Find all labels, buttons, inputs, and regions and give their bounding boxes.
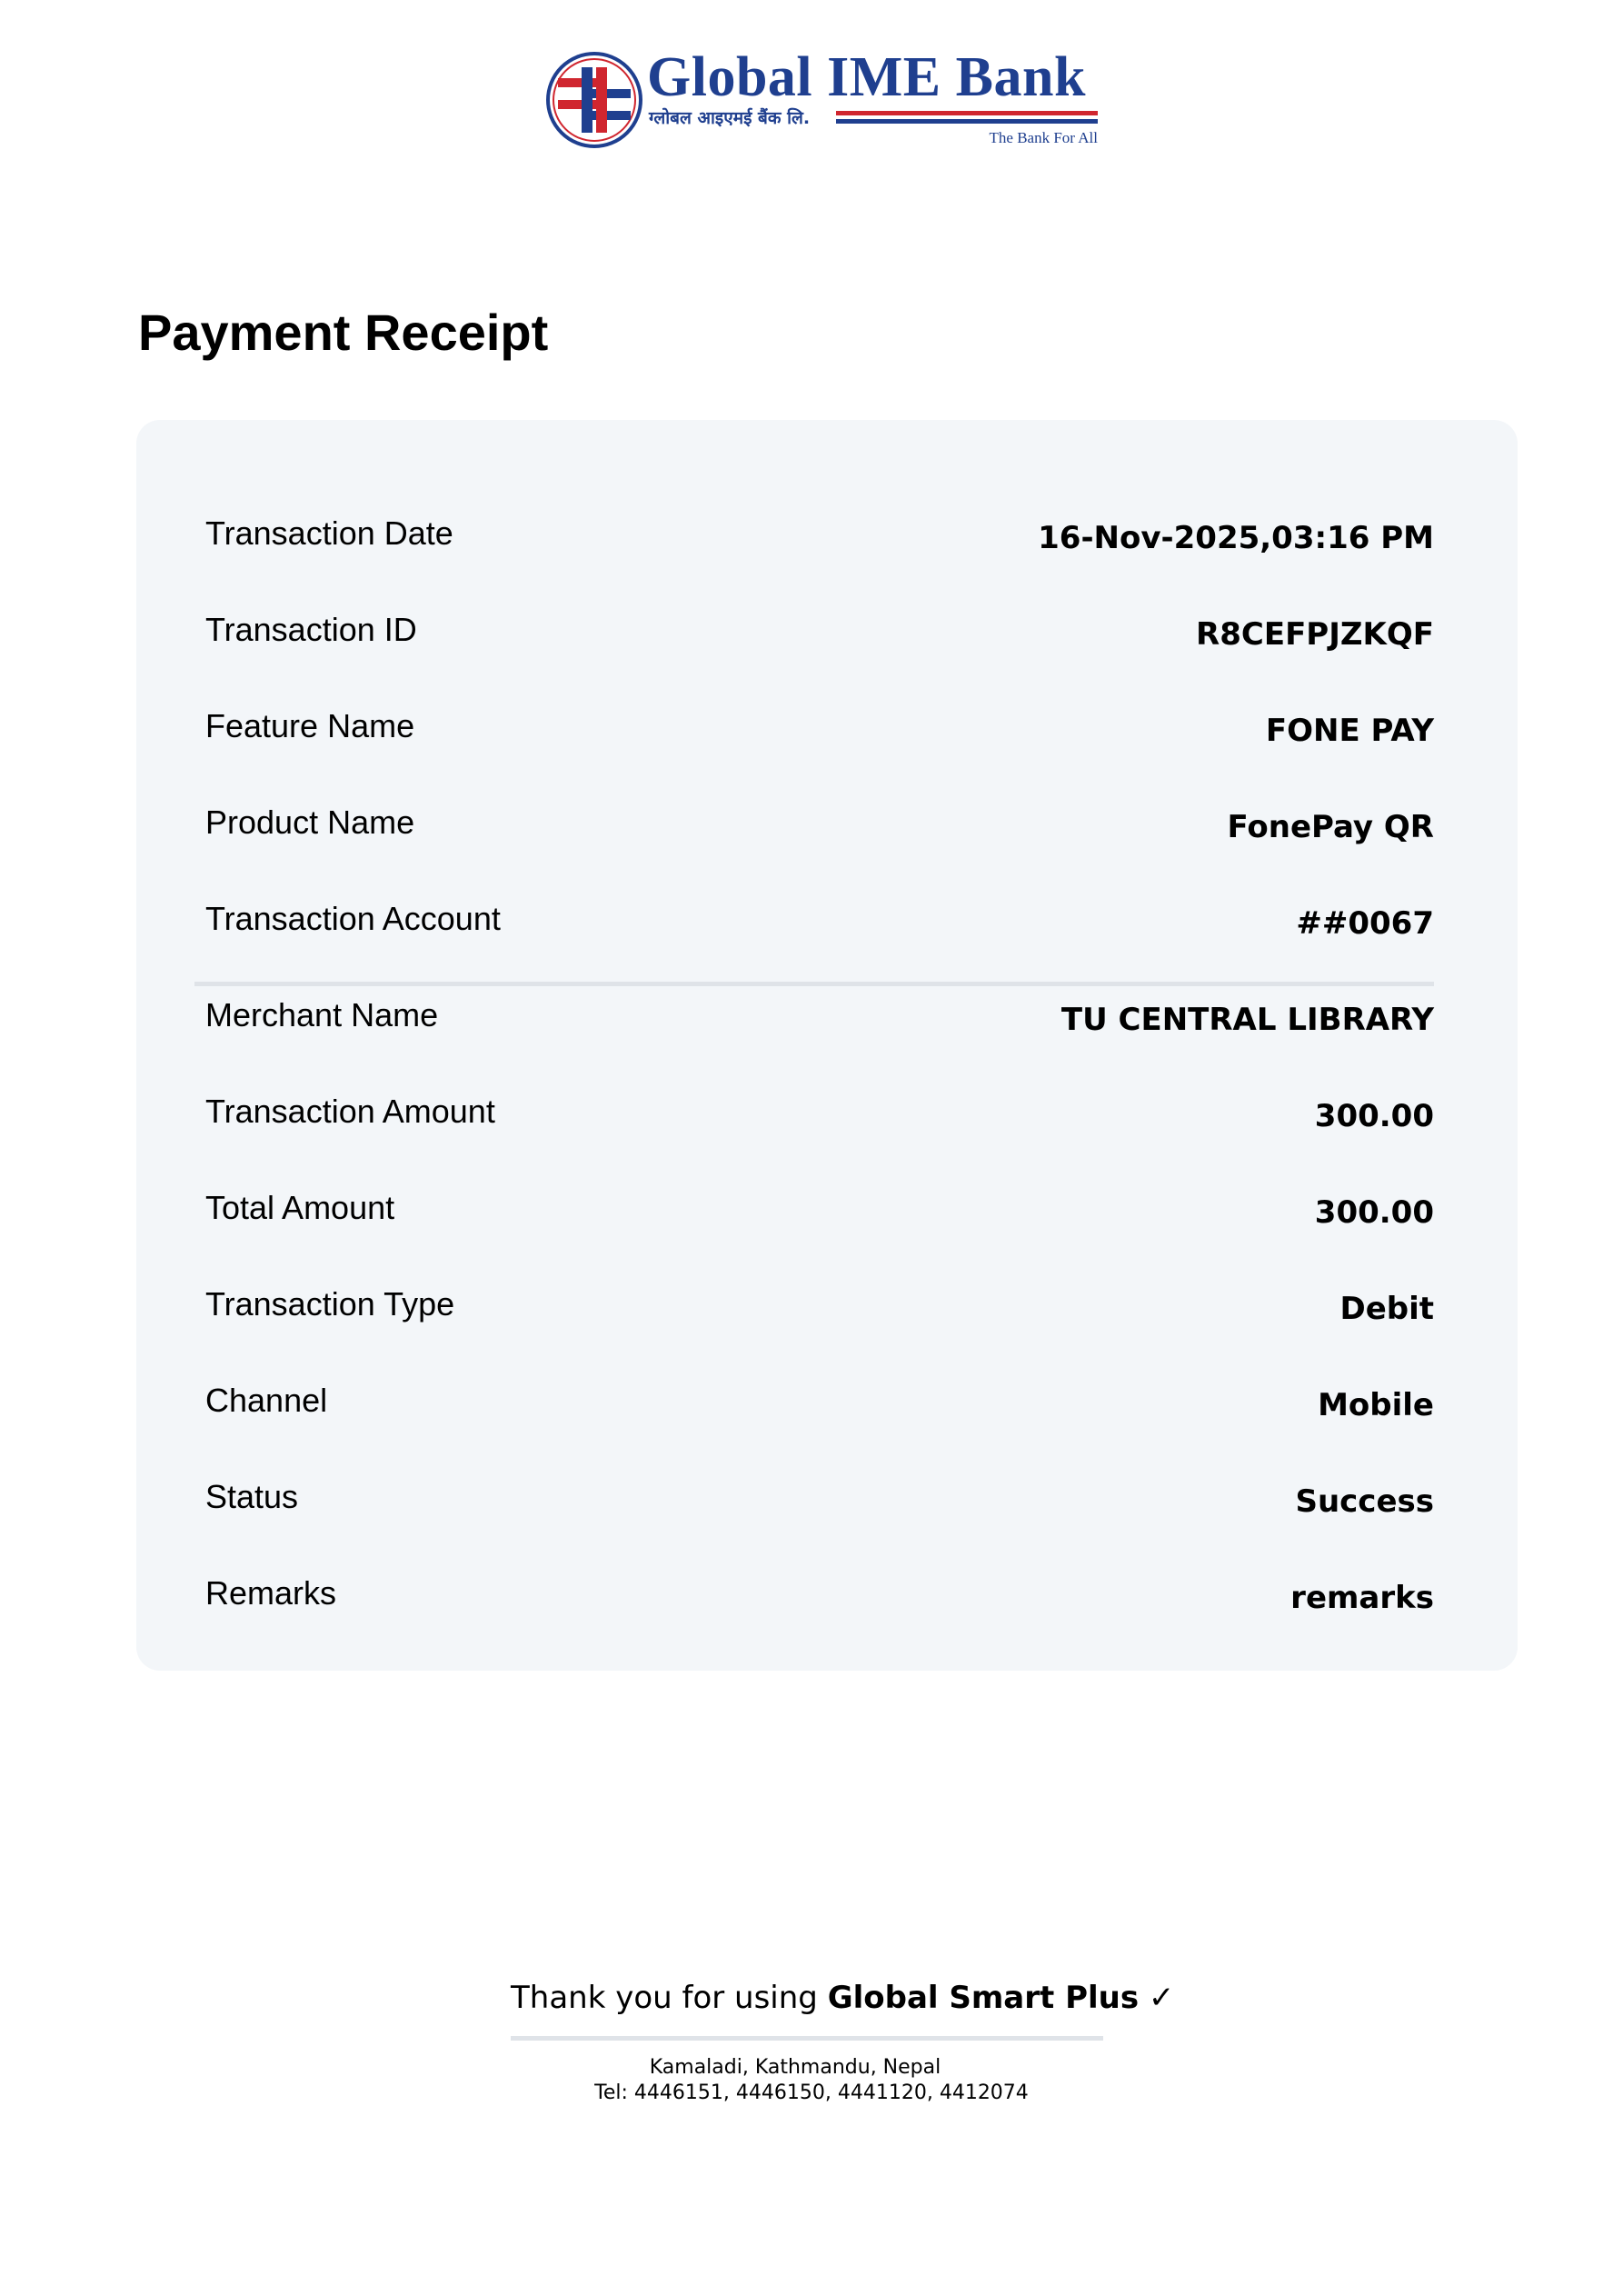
thank-you-message xyxy=(511,1980,1174,2016)
thanks-prefix: Thank you for using xyxy=(511,1980,828,2016)
row-value: Success xyxy=(1295,1483,1434,1520)
row-label: Remarks xyxy=(205,1574,337,1612)
row-value: FonePay QR xyxy=(1227,809,1434,845)
page-title: Payment Receipt xyxy=(138,304,549,361)
row-label: Feature Name xyxy=(205,707,415,744)
row-value: 300.00 xyxy=(1314,1194,1434,1231)
row-value: remarks xyxy=(1290,1580,1434,1616)
receipt-row-remarks xyxy=(205,1574,1434,1647)
receipt-row-total-amount xyxy=(205,1189,1434,1262)
receipt-row-transaction-id xyxy=(205,611,1434,684)
receipt-row-transaction-date xyxy=(205,514,1434,587)
row-value: TU CENTRAL LIBRARY xyxy=(1060,1002,1434,1038)
bank-phone: Tel: 4446151, 4446150, 4441120, 4412074 xyxy=(594,2081,1029,2104)
row-label: Channel xyxy=(205,1382,328,1419)
section-divider xyxy=(194,982,1434,986)
receipt-row-transaction-account xyxy=(205,900,1434,973)
row-label: Merchant Name xyxy=(205,996,439,1033)
row-value: 300.00 xyxy=(1314,1098,1434,1134)
row-value: ##0067 xyxy=(1296,905,1434,942)
row-label: Transaction Date xyxy=(205,514,453,552)
receipt-row-feature-name xyxy=(205,707,1434,780)
row-value: 16-Nov-2025,03:16 PM xyxy=(1038,520,1434,556)
row-label: Transaction Type xyxy=(205,1285,455,1323)
row-value: Mobile xyxy=(1318,1387,1434,1423)
row-label: Product Name xyxy=(205,804,415,841)
bank-logo xyxy=(545,46,1100,151)
receipt-row-transaction-type xyxy=(205,1285,1434,1358)
row-value: FONE PAY xyxy=(1265,713,1434,749)
receipt-row-status xyxy=(205,1478,1434,1551)
row-label: Transaction Account xyxy=(205,900,501,937)
bank-emblem-icon xyxy=(545,51,643,149)
bank-address: Kamaladi, Kathmandu, Nepal xyxy=(649,2056,941,2079)
receipt-row-product-name xyxy=(205,804,1434,876)
row-label: Transaction ID xyxy=(205,611,417,648)
row-value: R8CEFPJZKQF xyxy=(1196,616,1434,653)
receipt-card xyxy=(136,420,1518,1671)
footer-divider xyxy=(511,2036,1103,2041)
bank-tagline: The Bank For All xyxy=(989,129,1098,146)
row-value: Debit xyxy=(1339,1291,1434,1327)
bank-name: Global IME Bank xyxy=(647,46,1086,108)
app-name: Global Smart Plus xyxy=(827,1980,1140,2016)
row-label: Total Amount xyxy=(205,1189,395,1226)
logo-stripes xyxy=(836,111,1098,129)
receipt-row-merchant-name xyxy=(205,996,1434,1069)
thanks-suffix: ✓ xyxy=(1139,1980,1175,2016)
row-label: Transaction Amount xyxy=(205,1093,495,1130)
receipt-row-channel xyxy=(205,1382,1434,1454)
receipt-row-transaction-amount xyxy=(205,1093,1434,1165)
row-label: Status xyxy=(205,1478,299,1515)
bank-name-nepali: ग्लोबल आइएमई बैंक लि. xyxy=(649,108,811,128)
